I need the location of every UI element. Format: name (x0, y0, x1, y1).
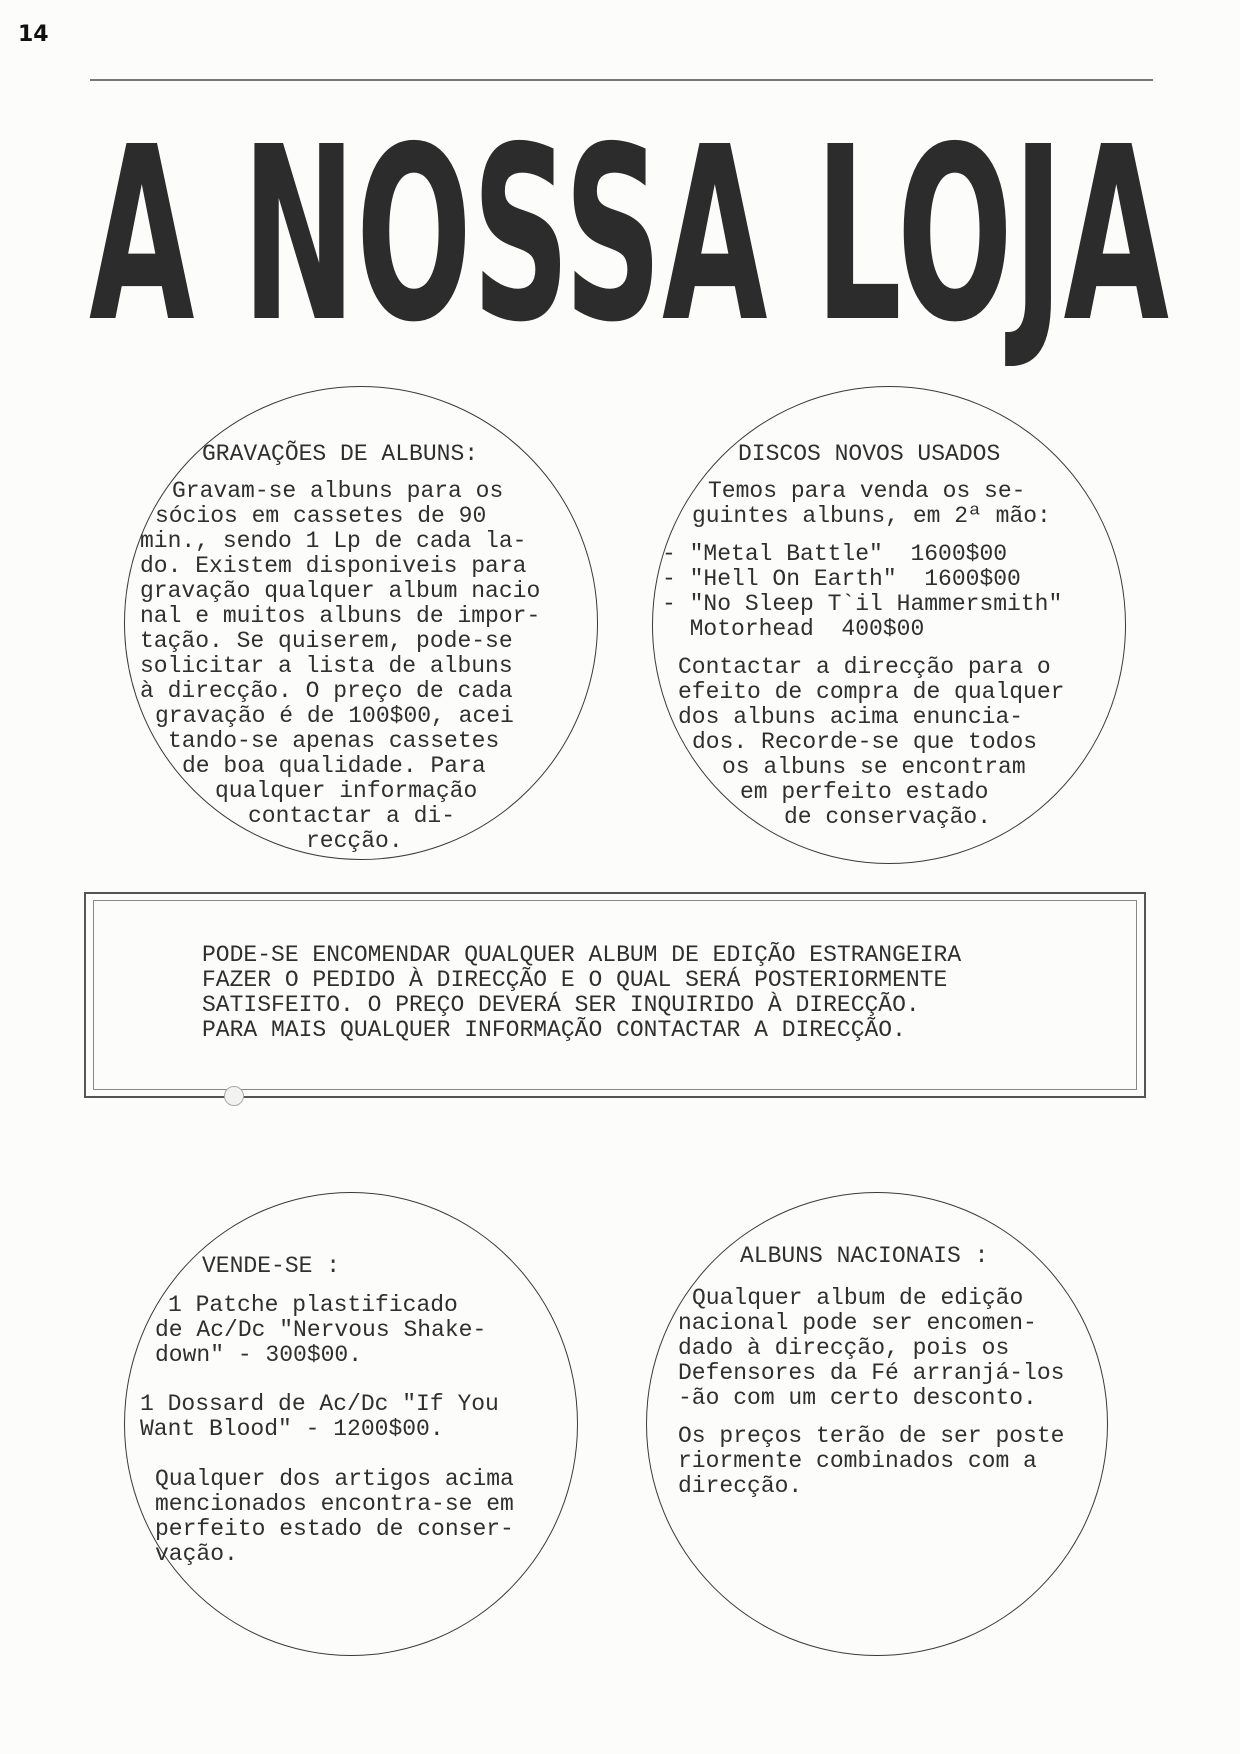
page-number: 14 (18, 22, 49, 47)
vende-line: perfeito estado de conser- (155, 1516, 514, 1542)
nacionais-line: Os preços terão de ser poste (678, 1423, 1065, 1449)
vende-line: 1 Patche plastificado (168, 1292, 458, 1318)
vende-line: Want Blood" - 1200$00. (140, 1416, 444, 1442)
discos-item: - "Hell On Earth" 1600$00 (662, 566, 1021, 592)
punch-hole (224, 1086, 244, 1106)
gravacoes-line: nal e muitos albuns de impor- (140, 603, 541, 629)
gravacoes-line: gravação é de 100$00, acei (155, 703, 514, 729)
page-title-svg (84, 96, 1174, 366)
discos-outro-line: efeito de compra de qualquer (678, 679, 1065, 705)
discos-outro-line: dos. Recorde-se que todos (692, 729, 1038, 755)
gravacoes-line: tação. Se quiserem, pode-se (140, 628, 513, 654)
nacionais-heading: ALBUNS NACIONAIS : (740, 1243, 989, 1269)
notice-line: PODE-SE ENCOMENDAR QUALQUER ALBUM DE EDIÇÃO ESTRANGEIRA (202, 942, 962, 968)
vende-line: de Ac/Dc "Nervous Shake- (155, 1317, 487, 1343)
page-title (84, 96, 1174, 366)
discos-intro-line: Temos para venda os se- (708, 478, 1026, 504)
discos-item: - "No Sleep T`il Hammersmith" (662, 591, 1063, 617)
vende-line: vação. (155, 1541, 238, 1567)
discos-intro-line: guintes albuns, em 2ª mão: (692, 503, 1051, 529)
discos-outro-line: dos albuns acima enuncia- (678, 704, 1024, 730)
gravacoes-line: de boa qualidade. Para (182, 753, 486, 779)
discos-outro-line: Contactar a direcção para o (678, 654, 1051, 680)
nacionais-line: Defensores da Fé arranjá-los (678, 1360, 1065, 1386)
nacionais-line: dado à direcção, pois os (678, 1335, 1010, 1361)
gravacoes-line: gravação qualquer album nacio (140, 578, 541, 604)
gravacoes-line: do. Existem disponiveis para (140, 553, 527, 579)
notice-line: PARA MAIS QUALQUER INFORMAÇÃO CONTACTAR A DIRECÇÃO. (202, 1017, 906, 1043)
nacionais-line: Qualquer album de edição (692, 1285, 1024, 1311)
discos-outro-line: de conservação. (784, 804, 992, 830)
gravacoes-line: Gravam-se albuns para os (172, 478, 504, 504)
gravacoes-line: min., sendo 1 Lp de cada la- (140, 528, 527, 554)
nacionais-line: nacional pode ser encomen- (678, 1310, 1037, 1336)
vende-line: 1 Dossard de Ac/Dc "If You (140, 1391, 499, 1417)
vende-line: Qualquer dos artigos acima (155, 1466, 514, 1492)
nacionais-line: riormente combinados com a (678, 1448, 1037, 1474)
vende-heading: VENDE-SE : (202, 1253, 341, 1279)
gravacoes-line: tando-se apenas cassetes (168, 728, 500, 754)
vende-line: mencionados encontra-se em (155, 1491, 514, 1517)
gravacoes-heading: GRAVAÇÕES DE ALBUNS: (202, 441, 479, 467)
discos-outro-line: os albuns se encontram (722, 754, 1026, 780)
notice-line: SATISFEITO. O PREÇO DEVERÁ SER INQUIRIDO À DIRECÇÃO. (202, 992, 920, 1018)
nacionais-line: direcção. (678, 1473, 803, 1499)
gravacoes-line: contactar a di- (248, 803, 456, 829)
top-rule (90, 79, 1153, 81)
gravacoes-line: sócios em cassetes de 90 (155, 503, 487, 529)
vende-line: down" - 300$00. (155, 1342, 363, 1368)
nacionais-line: -ão com um certo desconto. (678, 1385, 1037, 1411)
discos-item: Motorhead 400$00 (662, 616, 925, 642)
gravacoes-line: recção. (306, 828, 403, 854)
gravacoes-line: qualquer informação (215, 778, 478, 804)
discos-outro-line: em perfeito estado (740, 779, 989, 805)
discos-item: - "Metal Battle" 1600$00 (662, 541, 1008, 567)
notice-line: FAZER O PEDIDO À DIRECÇÃO E O QUAL SERÁ POSTERIORMENTE (202, 967, 948, 993)
gravacoes-line: à direcção. O preço de cada (140, 678, 513, 704)
discos-heading: DISCOS NOVOS USADOS (738, 441, 1001, 467)
page-title-text: A NOSSA LOJA (89, 96, 1169, 366)
gravacoes-line: solicitar a lista de albuns (140, 653, 513, 679)
